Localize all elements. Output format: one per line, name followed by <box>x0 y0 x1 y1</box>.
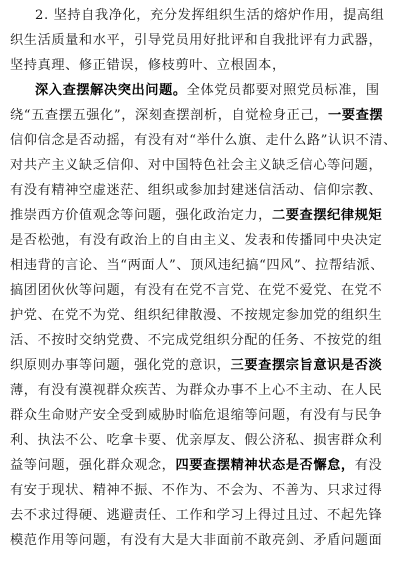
text-run: 护党、在党不为党、组织纪律散漫、不按规定参加党的组织生 <box>10 308 383 323</box>
text-line <box>10 206 406 226</box>
text-line <box>10 406 406 426</box>
text-line <box>10 181 406 201</box>
text-line <box>10 131 406 151</box>
text-line <box>10 56 406 76</box>
text-line <box>10 106 406 126</box>
text-run: 全体党员都要对照党员标准，围 <box>186 83 380 98</box>
text-line <box>10 331 406 351</box>
text-line <box>10 356 406 376</box>
text-line <box>10 231 406 251</box>
text-line <box>10 381 406 401</box>
text-line <box>10 256 406 276</box>
text-run: 活、不按时交纳党费、不完成党组织分配的任务、不按党的组 <box>10 333 383 348</box>
text-run: 利、执法不公、吃拿卡要、优亲厚友、假公济私、损害群众利 <box>10 433 383 448</box>
text-run: 织生活质量和水平，引导党员用好批评和自我批评有力武器， <box>10 33 383 48</box>
text-line <box>35 81 406 101</box>
text-line <box>10 306 406 326</box>
text-line <box>10 481 406 501</box>
text-run: 益等问题，强化群众观念， <box>10 458 176 473</box>
text-line <box>10 31 406 51</box>
text-run: 群众生命财产安全受到威胁时临危退缩等问题，有没有与民争 <box>10 408 383 423</box>
bold-run: 一要查摆 <box>328 108 384 123</box>
text-run: 推崇西方价值观念等问题，强化政治定力， <box>10 208 272 223</box>
text-line <box>10 281 406 301</box>
text-run: 去不求过得硬、逃避责任、工作和学习上得过且过、不起先锋 <box>10 508 383 523</box>
text-run: 有没有精神空虚迷茫、组织或参加封建迷信活动、信仰宗教、 <box>10 183 383 198</box>
bold-run: 四要查摆精神状态是否懈怠， <box>175 458 355 473</box>
text-line <box>35 6 406 26</box>
text-run: 有安于现状、精神不振、不作为、不会为、不善为、只求过得 <box>10 483 383 498</box>
text-run: 模范作用等问题，有没有大是大非面前不敢亮剑、矛盾问题面 <box>10 533 383 548</box>
text-line <box>10 506 406 526</box>
text-run: 坚持真理、修正错误，修枝剪叶、立根固本， <box>10 58 286 73</box>
text-run: 是否松弛，有没有政治上的自由主义、发表和传播同中央决定 <box>10 233 383 248</box>
text-run: 相违背的言论、当“两面人”、顶风违纪搞“四风”、拉帮结派、 <box>10 258 385 273</box>
text-line <box>10 531 406 551</box>
section-heading: 深入查摆解决突出问题。 <box>35 83 187 98</box>
text-line <box>10 431 406 451</box>
text-run: 对共产主义缺乏信仰、对中国特色社会主义缺乏信心等问题， <box>10 158 383 173</box>
text-run: 搞团团伙伙等问题，有没有在党不言党、在党不爱党、在党不 <box>10 283 383 298</box>
text-run: 信仰信念是否动摇，有没有对“举什么旗、走什么路”认识不清、 <box>10 133 397 148</box>
bold-run: 二要查摆纪律规矩 <box>271 208 383 223</box>
text-run: 织原则办事等问题，强化党的意识， <box>10 358 231 373</box>
text-run: 2. 坚持自我净化，充分发挥组织生活的熔炉作用，提高组 <box>35 8 385 23</box>
text-line <box>10 456 406 476</box>
text-run: 薄，有没有漠视群众疾苦、为群众办事不上心不主动、在人民 <box>10 383 383 398</box>
bold-run: 三要查摆宗旨意识是否淡 <box>230 358 383 373</box>
text-run: 绕“五查摆五强化”，深刻查摆剖析，自觉检身正己， <box>10 108 329 123</box>
text-run: 有没 <box>354 458 383 473</box>
text-line <box>10 156 406 176</box>
